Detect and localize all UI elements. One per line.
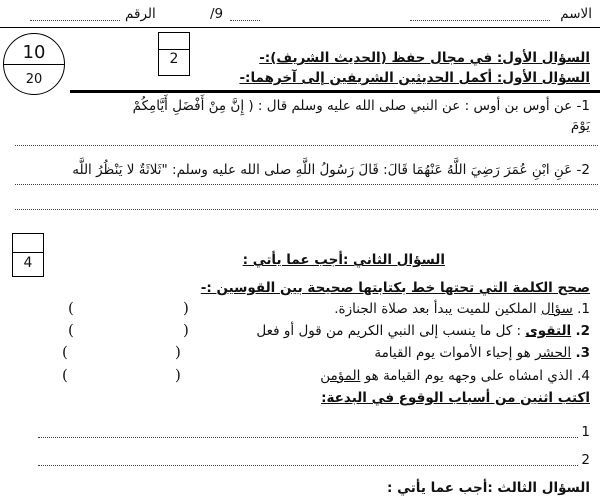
number-line[interactable] xyxy=(30,20,120,21)
q2-mark: 4 xyxy=(23,255,33,271)
q2-item-1-word: سؤال xyxy=(540,301,573,317)
answer-paren-close-3: ) xyxy=(175,343,181,361)
q1-item2-answer-line-1[interactable] xyxy=(15,184,598,185)
class-value: /9 xyxy=(210,6,224,22)
total-mark: 10 xyxy=(22,42,46,63)
answer-paren-close-1: ) xyxy=(183,299,189,317)
q1-item1-answer-line[interactable] xyxy=(15,145,598,146)
q2-item-4 xyxy=(320,368,590,384)
q1-mark-divider xyxy=(159,49,189,50)
q2-item-3-num: 3. xyxy=(575,345,590,361)
causes-title xyxy=(321,390,590,406)
q1-item2: 2- عَنِ ابْنِ عُمَرَ رَضِيَ اللَّهُ عَنْهُمَا قَالَ: قَالَ رَسُولُ اللَّهِ صلى الله عليه وسلم: "ثَلاثَةٌ لا يَنْظُرُ اللَّه xyxy=(72,162,590,178)
q2-title: السؤال الثاني :أجب عما يأتي : xyxy=(242,252,445,268)
q1-item1-line2: يَوْمَ xyxy=(570,118,590,134)
total-score-circle xyxy=(3,33,65,95)
answer-paren-open-2: ( xyxy=(68,321,74,339)
q2-instruction: صحح الكلمة التي تحتها خط بكتابتها صحيحة بين القوسين :- xyxy=(200,280,590,296)
cause-1-num: 1 xyxy=(581,424,590,440)
q2-item-2-word: التقوى xyxy=(525,323,572,339)
number-label: الرقم xyxy=(125,6,156,22)
cause-2-answer-line[interactable] xyxy=(38,465,578,466)
q2-item-2-num: 2. xyxy=(575,323,590,339)
q1-mark-box xyxy=(158,32,190,76)
answer-paren-close-2: ) xyxy=(183,321,189,339)
answer-paren-open-3: ( xyxy=(62,343,68,361)
student-name-label: الاسم xyxy=(560,6,592,22)
header-divider xyxy=(0,27,600,28)
answer-paren-open-1: ( xyxy=(68,299,74,317)
q2-item-1-rest: الملكين للميت يبدأ بعد صلاة الجنازة. xyxy=(334,301,537,317)
q2-item-3-rest: هو إحياء الأموات يوم القيامة xyxy=(374,345,531,361)
cause-1-answer-line[interactable] xyxy=(38,437,578,438)
q2-item-4-rest: الذي امشاه على وجهه يوم القيامة هو xyxy=(364,368,573,384)
class-line[interactable] xyxy=(230,20,260,21)
q2-item-2-rest: : كل ما ينسب إلى النبي الكريم من قول أو فعل xyxy=(256,323,522,339)
score-fraction-line xyxy=(4,64,64,65)
q1-item2-answer-line-2[interactable] xyxy=(15,209,598,210)
answer-paren-close-4: ) xyxy=(175,366,181,384)
causes-title-text: اكتب اثنين من أسباب الوقوع في البدعة: xyxy=(321,390,590,406)
q1-mark: 2 xyxy=(169,51,179,67)
q1-item1-line1: 1- عن أوس بن أوس : عن النبي صلى الله عليه وسلم قال : ( إِنَّ مِنْ أَفْضَلِ أَيَّامِكُمْ xyxy=(132,98,590,114)
q3-title-partial: السؤال الثالث :أجب عما يأتي : xyxy=(386,480,590,496)
answer-paren-open-4: ( xyxy=(62,366,68,384)
q2-item-4-num: 4. xyxy=(577,368,590,384)
q2-item-1-num: 1. xyxy=(577,301,590,317)
q1-thick-divider xyxy=(70,90,600,93)
q2-mark-divider xyxy=(13,252,43,253)
q2-mark-box xyxy=(12,233,44,277)
q1-title-sub: السؤال الأول: أكمل الحديثين الشريفين إلى آخرهما:- xyxy=(239,70,590,86)
q2-item-3 xyxy=(374,345,590,361)
q2-item-4-word: المؤمن xyxy=(320,368,361,384)
q2-item-1 xyxy=(334,301,590,317)
total-sub: 20 xyxy=(25,72,43,87)
q1-title-main: السؤال الأول: في مجال حفظ (الحديث الشريف):- xyxy=(259,50,590,66)
q2-item-2 xyxy=(256,323,590,339)
student-name-line[interactable] xyxy=(410,20,550,21)
q2-item-3-word: الحشر xyxy=(535,345,572,361)
cause-2-num: 2 xyxy=(581,452,590,468)
